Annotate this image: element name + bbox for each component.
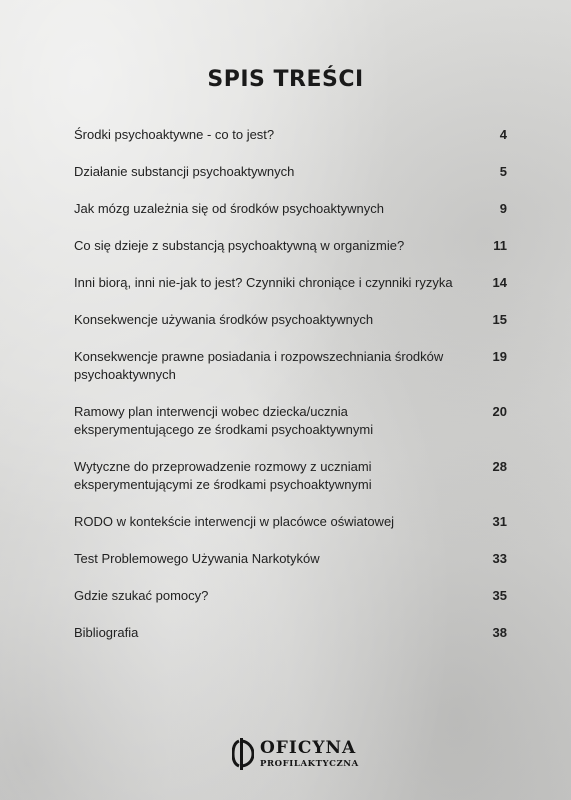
toc-entry xyxy=(74,163,507,181)
toc-entry xyxy=(74,237,507,255)
toc-entry-label: Środki psychoaktywne - co to jest? xyxy=(74,127,275,142)
toc-entry-label: Co się dzieje z substancją psychoaktywną w organizmie? xyxy=(74,238,405,253)
toc-entry-page: 31 xyxy=(492,514,507,529)
toc-entry xyxy=(74,126,507,144)
toc-entry xyxy=(74,200,507,218)
toc-entry-label: Gdzie szukać pomocy? xyxy=(74,588,209,603)
toc-entry-page: 19 xyxy=(492,349,507,364)
toc-entry xyxy=(74,458,507,494)
toc-entry xyxy=(74,550,507,568)
toc-entry-page: 28 xyxy=(492,459,507,474)
toc-entry xyxy=(74,348,507,384)
toc-entry xyxy=(74,311,507,329)
toc-entry-label: Konsekwencje używania środków psychoaktywnych xyxy=(74,312,374,327)
logo-text xyxy=(260,737,359,769)
toc-entry xyxy=(74,274,507,292)
toc-entry-page: 9 xyxy=(499,201,507,216)
table-of-contents xyxy=(74,126,507,642)
toc-entry-page: 38 xyxy=(492,625,507,640)
toc-entry-page: 33 xyxy=(492,551,507,566)
toc-entry xyxy=(74,513,507,531)
toc-entry-label: RODO w kontekście interwencji w placówce oświatowej xyxy=(74,514,395,529)
toc-entry-label: Działanie substancji psychoaktywnych xyxy=(74,164,295,179)
toc-entry-label: Ramowy plan interwencji wobec dziecka/ucznia eksperymentującego ze środkami psychoaktywnymi xyxy=(74,404,374,437)
toc-entry-label: Konsekwencje prawne posiadania i rozpowszechniania środków psychoaktywnych xyxy=(74,349,444,382)
toc-entry-label: Jak mózg uzależnia się od środków psychoaktywnych xyxy=(74,201,384,216)
logo-subtitle: PROFILAKTYCZNA xyxy=(260,758,359,769)
toc-entry xyxy=(74,403,507,439)
toc-entry-page: 15 xyxy=(492,312,507,327)
toc-entry-page: 35 xyxy=(492,588,507,603)
toc-entry-page: 4 xyxy=(499,127,507,142)
logo-name: OFICYNA xyxy=(260,737,357,758)
toc-entry-page: 14 xyxy=(492,275,507,290)
toc-entry-label: Wytyczne do przeprowadzenie rozmowy z uczniami eksperymentującymi ze środkami psychoaktywnymi xyxy=(74,459,372,492)
toc-entry-page: 20 xyxy=(492,404,507,419)
publisher-logo xyxy=(232,736,359,772)
page-title: SPIS TREŚCI xyxy=(207,67,364,92)
toc-entry-page: 11 xyxy=(493,238,507,253)
toc-entry-page: 5 xyxy=(499,164,507,179)
toc-entry-label: Test Problemowego Używania Narkotyków xyxy=(74,551,320,566)
oficyna-logo-icon xyxy=(232,737,254,771)
toc-entry xyxy=(74,587,507,605)
toc-entry-label: Bibliografia xyxy=(74,625,139,640)
toc-entry xyxy=(74,624,507,642)
toc-entry-label: Inni biorą, inni nie-jak to jest? Czynniki chroniące i czynniki ryzyka xyxy=(74,275,453,290)
